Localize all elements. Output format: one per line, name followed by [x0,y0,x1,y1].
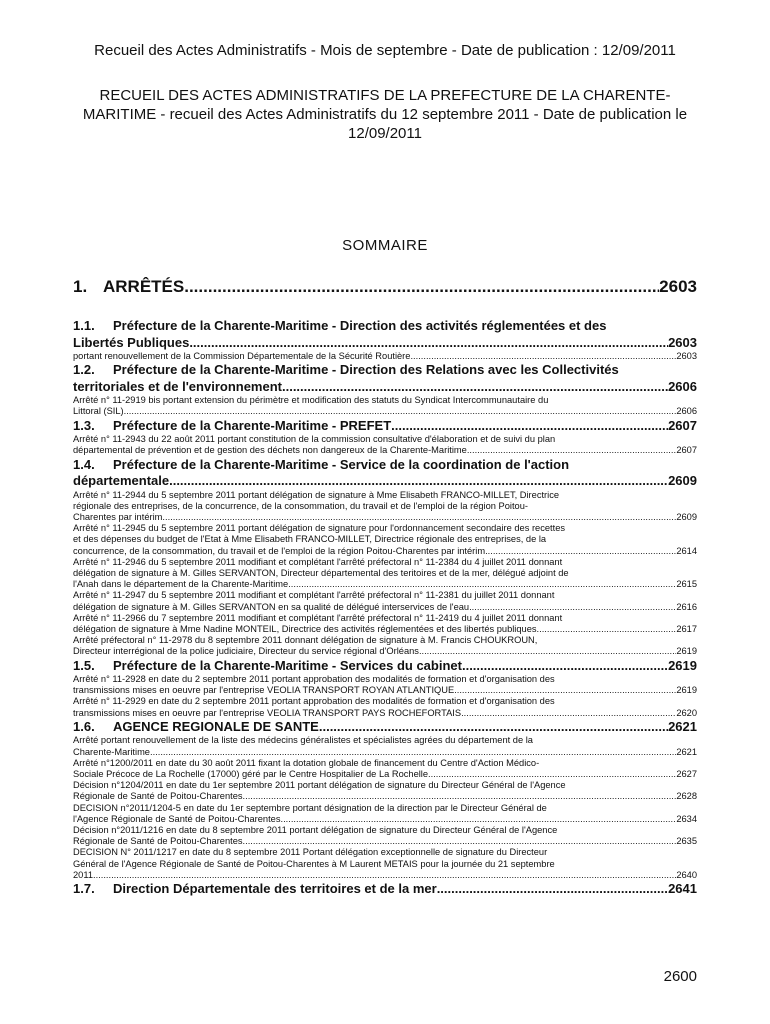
entry-last-line [73,406,697,417]
chapter-leader [184,277,659,297]
chapter-number: 1. [73,277,88,296]
entry-text: délégation de signature à M. Gilles SERVANTON en sa qualité de délégué interservices de l'eau [73,601,470,612]
toc-entry[interactable] [73,780,697,802]
entry-page: 2628 [676,791,697,802]
entry-leader [124,406,677,417]
toc-section-heading[interactable] [73,457,697,474]
section-page: 2603 [668,334,697,350]
section-title-cont: départementale [73,473,170,489]
entry-page: 2627 [676,768,697,779]
entry-page: 2634 [676,813,697,824]
entry-line: délégation de signature à M. Gilles SERVANTON, Directeur départemental des teritoires et de la mer, délégué adjoint de [73,567,569,578]
toc-entry[interactable] [73,758,697,780]
toc-entry[interactable] [73,847,697,881]
entry-line: Arrêté n°1200/2011 en date du 30 août 2011 fixant la dotation globale de financement du Centre d'Action Médico- [73,757,540,768]
section-number: 1.2. [73,362,95,378]
section-title: Préfecture de la Charente-Maritime - Direction des activités réglementées et des [113,318,607,333]
section-number: 1.5. [73,657,95,673]
entry-line: Arrêté n° 11-2946 du 5 septembre 2011 modifiant et complétant l'arrêté préfectoral n° 11-2384 du 4 juillet 2011 donnant [73,556,563,567]
entry-line: et des dépenses du budget de l'Etat à Mme Elisabeth FRANCO-MILLET, Directrice régionale des entreprises, de la [73,534,547,545]
section-title: Préfecture de la Charente-Maritime - PREFET [113,417,392,433]
entry-page: 2619 [676,685,697,696]
toc-entry[interactable] [73,351,697,362]
entry-last-line [73,870,697,881]
toc-section-line[interactable] [73,473,697,490]
entry-text: l'Agence Régionale de Santé de Poitou-Charentes [73,813,281,824]
entry-last-line [73,685,697,696]
toc-entry[interactable] [73,490,697,524]
toc-entry[interactable] [73,735,697,757]
entry-text: Régionale de Santé de Poitou-Charentes [73,791,243,802]
section-title-cont: territoriales et de l'environnement [73,378,282,394]
entry-page: 2614 [676,545,697,556]
entry-line: Décision n°1204/2011 en date du 1er septembre 2011 portant délégation de signature du Directeur Général de l'Agence [73,780,566,791]
entry-last-line [73,708,697,719]
section-number: 1.6. [73,718,95,734]
entry-last-line [73,814,697,825]
section-leader [437,881,668,898]
entry-text: délégation de signature à Mme Nadine MONTEIL, Directrice des activités réglementées et des libertés publiques [73,623,537,634]
entry-last-line [73,512,697,523]
entry-leader [467,445,676,456]
entry-last-line [73,747,697,758]
toc-entry[interactable] [73,696,697,718]
section-page: 2621 [668,718,697,734]
toc-chapter-1[interactable] [73,277,697,297]
section-title: Direction Départementale des territoires et de la mer [113,881,437,897]
section-page: 2606 [668,378,697,394]
entry-text: Littoral (SIL) [73,406,124,417]
entry-page: 2606 [676,406,697,417]
toc-entry[interactable] [73,674,697,696]
entry-line: Général de l'Agence Régionale de Santé de Poitou-Charentes à M Laurent METAIS pour la journée du 21 septembre [73,858,555,869]
section-leader [462,658,668,675]
entry-last-line [73,602,697,613]
entry-page: 2640 [676,869,697,880]
entry-leader [243,836,677,847]
entry-line: Arrêté n° 11-2928 en date du 2 septembre 2011 portant approbation des modalités de formation et d'organisation des [73,674,555,685]
document-title: RECUEIL DES ACTES ADMINISTRATIFS DE LA PREFECTURE DE LA CHARENTE-MARITIME - recueil des Actes Administratifs du 12 septembre 2011 - Date de publication le 12/09/2011 [82,87,688,142]
toc-entry[interactable] [73,523,697,557]
entry-last-line [73,579,697,590]
entry-text: l'Anah dans le département de la Charente-Maritime [73,579,289,590]
toc-entry[interactable] [73,613,697,635]
section-number: 1.3. [73,417,95,433]
toc-entry[interactable] [73,825,697,847]
entry-last-line [73,836,697,847]
entry-leader [469,602,676,613]
entry-line: Décision n°2011/1216 en date du 8 septembre 2011 portant délégation de signature du Directeur Général de l'Agence [73,825,558,835]
entry-page: 2607 [676,445,697,456]
section-number: 1.7. [73,881,95,897]
toc-entry[interactable] [73,395,697,417]
entry-text: transmissions mises en oeuvre par l'entreprise VEOLIA TRANSPORT PAYS ROCHEFORTAIS [73,707,462,718]
chapter-label: ARRÊTÉS [103,277,185,296]
entry-last-line [73,791,697,802]
section-leader [189,335,668,352]
chapter-page: 2603 [659,277,697,296]
sommaire-heading: SOMMAIRE [342,237,428,254]
entry-leader [162,512,676,523]
entry-page: 2609 [676,511,697,522]
toc-section-heading[interactable] [73,719,697,736]
toc-section-line[interactable] [73,379,697,396]
entry-leader [485,546,676,557]
entry-text: Sociale Précoce de La Rochelle (17000) géré par le Centre Hospitalier de La Rochelle [73,768,429,779]
entry-leader [410,351,676,362]
section-page: 2641 [668,881,697,897]
toc-section-heading[interactable] [73,362,697,379]
entry-page: 2617 [676,623,697,634]
section-title-cont: Libertés Publiques [73,334,190,350]
toc-entry[interactable] [73,557,697,591]
entry-page: 2603 [676,351,697,361]
section-leader [319,719,668,736]
section-leader [169,473,668,490]
entry-line: Arrêté n° 11-2947 du 5 septembre 2011 modifiant et complétant l'arrêté préfectoral n° 11-2381 du juillet 2011 donnant [73,590,555,601]
toc-section-heading[interactable] [73,318,697,335]
entry-leader [461,708,676,719]
section-title: AGENCE REGIONALE DE SANTE [113,718,319,734]
entry-page: 2635 [676,836,697,847]
section-leader [282,379,668,396]
entry-line: Arrêté n° 11-2919 bis portant extension du périmètre et modification des statuts du Syndicat Intercommunautaire du [73,395,549,406]
toc-entry[interactable] [73,434,697,456]
section-title: Préfecture de la Charente-Maritime - Services du cabinet [113,657,462,673]
entry-line: Arrêté n° 11-2944 du 5 septembre 2011 portant délégation de signature à Mme Elisabeth FRANCO-MILLET, Directrice [73,489,560,500]
entry-text: Régionale de Santé de Poitou-Charentes [73,836,243,847]
entry-text: Directeur interrégional de la police judiciaire, Directeur du service régional d'Orléans [73,646,419,657]
entry-text: portant renouvellement de la Commission Départementale de la Sécurité Routière [73,351,411,361]
entry-text: Charente-Maritime [73,746,150,757]
entry-last-line [73,351,697,362]
running-header: Recueil des Actes Administratifs - Mois de septembre - Date de publication : 12/09/2011 [94,42,676,59]
entry-text: 2011 [73,869,93,880]
entry-line: Arrêté n° 11-2945 du 5 septembre 2011 portant délégation de signature pour l'ordonnancement secondaire des recettes [73,523,566,534]
entry-leader [243,791,677,802]
entry-line: Arrêté n° 11-2943 du 22 août 2011 portant constitution de la commission consultative d'élaboration et de suivi du plan [73,434,556,445]
entry-last-line [73,546,697,557]
entry-last-line [73,445,697,456]
table-of-contents [73,318,697,898]
page-number: 2600 [663,968,697,985]
section-page: 2607 [668,417,697,433]
section-number: 1.4. [73,456,95,472]
section-number: 1.1. [73,318,95,333]
entry-leader [537,624,677,635]
section-title: Préfecture de la Charente-Maritime - Service de la coordination de l'action [113,456,570,472]
entry-leader [93,870,676,881]
entry-page: 2619 [676,646,697,657]
entry-line: Arrêté n° 11-2966 du 7 septembre 2011 modifiant et complétant l'arrêté préfectoral n° 11-2419 du 4 juillet 2011 donnant [73,612,563,623]
section-title: Préfecture de la Charente-Maritime - Direction des Relations avec les Collectivités [113,362,619,378]
entry-text: Charentes par intérim [73,511,163,522]
entry-line: DECISION N° 2011/1217 en date du 8 septembre 2011 Portant délégation exceptionnelle de signature du Directeur [73,847,548,858]
entry-text: départemental de prévention et de gestion des déchets non dangereux de la Charente-Maritime [73,445,467,456]
toc-section-heading[interactable] [73,881,697,898]
toc-entry[interactable] [73,803,697,825]
toc-section-line[interactable] [73,335,697,352]
entry-page: 2615 [676,579,697,590]
entry-leader [419,646,676,657]
entry-last-line [73,646,697,657]
entry-text: concurrence, de la consommation, du travail et de l'emploi de la région Poitou-Charentes par intérim [73,545,486,556]
entry-page: 2616 [676,601,697,612]
toc-entry[interactable] [73,590,697,612]
entry-page: 2621 [676,746,697,757]
entry-line: DECISION n°2011/1204-5 en date du 1er septembre portant désignation de la direction par le Directeur Général de [73,802,547,813]
entry-last-line [73,624,697,635]
section-page: 2609 [668,473,697,489]
entry-leader [150,747,676,758]
entry-text: transmissions mises en oeuvre par l'entreprise VEOLIA TRANSPORT ROYAN ATLANTIQUE [73,685,455,696]
section-leader [391,418,668,435]
toc-section-heading[interactable] [73,418,697,435]
entry-leader [454,685,676,696]
entry-leader [428,769,676,780]
entry-line: Arrêté portant renouvellement de la liste des médecins généralistes et spécialistes agrées du département de la [73,735,533,746]
entry-leader [288,579,676,590]
entry-line: Arrêté n° 11-2929 en date du 2 septembre 2011 portant approbation des modalités de formation et d'organisation des [73,696,555,707]
entry-last-line [73,769,697,780]
toc-section-heading[interactable] [73,658,697,675]
entry-leader [280,814,676,825]
toc-entry[interactable] [73,635,697,657]
entry-line: Arrêté préfectoral n° 11-2978 du 8 septembre 2011 donnant délégation de signature à M. Francis CHOUKROUN, [73,635,538,646]
section-page: 2619 [668,657,697,673]
entry-line: régionale des entreprises, de la concurrence, de la consommation, du travail et de l'emploi de la région Poitou- [73,500,528,511]
entry-page: 2620 [676,707,697,718]
